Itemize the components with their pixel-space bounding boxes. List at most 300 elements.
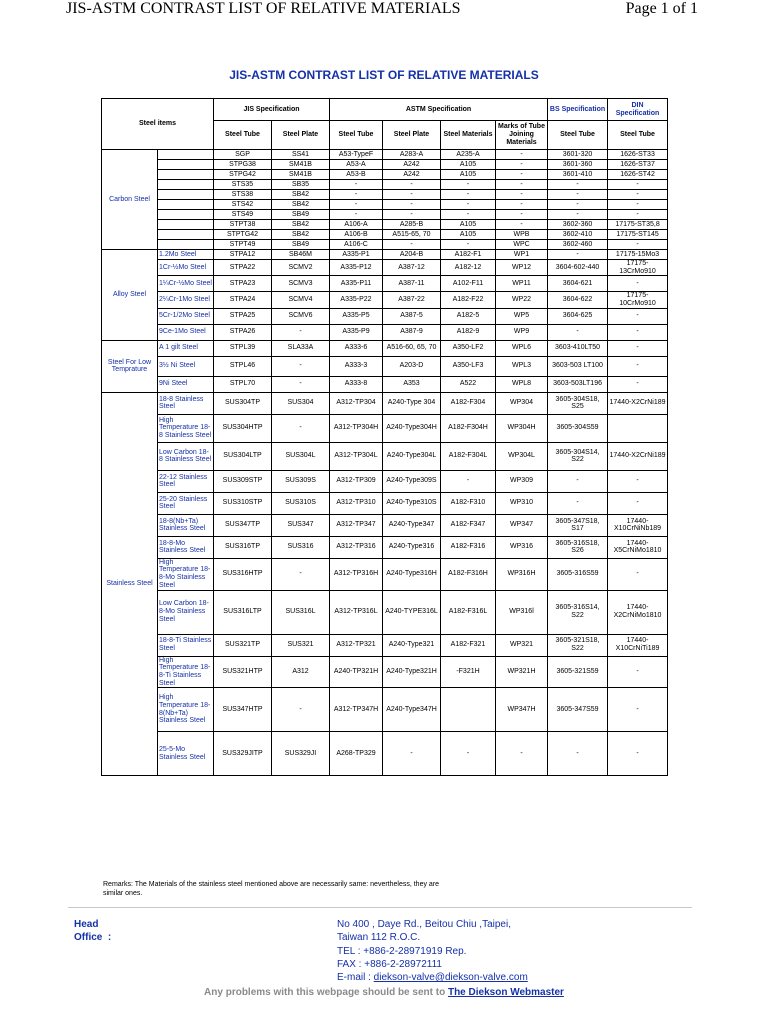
table-cell: 17175-ST145: [608, 230, 668, 240]
table-cell: A106-B: [330, 230, 383, 240]
table-cell: 3601-410: [548, 170, 608, 180]
table-cell: 3603-503 LT100: [548, 356, 608, 376]
table-cell: 3604-602-440: [548, 260, 608, 276]
table-cell: -: [608, 210, 668, 220]
table-cell: SB46M: [272, 250, 330, 260]
table-cell: 3601-320: [548, 150, 608, 160]
table-cell: 3602-410: [548, 230, 608, 240]
table-cell: A333-8: [330, 376, 383, 392]
table-row: [102, 292, 668, 308]
table-cell: -: [608, 492, 668, 514]
table-row: [102, 170, 668, 180]
page-header-title: JIS-ASTM CONTRAST LIST OF RELATIVE MATERIALS: [66, 0, 461, 17]
table-cell: -: [608, 190, 668, 200]
table-cell: SM41B: [272, 160, 330, 170]
table-row: [102, 634, 668, 656]
footer-note: [0, 987, 768, 998]
table-cell: SUS316TP: [214, 536, 272, 558]
group-label: Steel For Low Temprature: [102, 340, 158, 392]
table-cell: A335-P9: [330, 324, 383, 340]
table-cell: -: [608, 356, 668, 376]
table-cell: A105: [441, 170, 496, 180]
table-row: [102, 442, 668, 470]
table-cell: SCMV4: [272, 292, 330, 308]
table-cell: A242: [383, 160, 441, 170]
table-cell: WPB: [496, 230, 548, 240]
table-row: [102, 240, 668, 250]
table-cell: -: [548, 492, 608, 514]
table-cell: -: [272, 376, 330, 392]
table-cell: SUS347: [272, 514, 330, 536]
webmaster-link[interactable]: The Diekson Webmaster: [447, 987, 564, 998]
table-cell: -: [548, 470, 608, 492]
subtype-label: 1¼Cr-½Mo Steel: [158, 276, 214, 292]
table-cell: STPA24: [214, 292, 272, 308]
table-cell: -: [548, 324, 608, 340]
table-row: [102, 190, 668, 200]
materials-table: [101, 98, 668, 776]
table-cell: WP309: [496, 470, 548, 492]
table-cell: -: [548, 180, 608, 190]
table-cell: A387-5: [383, 308, 441, 324]
table-cell: A235-A: [441, 150, 496, 160]
table-cell: A312: [272, 656, 330, 688]
table-cell: -: [608, 308, 668, 324]
subtype-label: 25-5-Mo Stainless Steel: [158, 732, 214, 776]
table-cell: -: [441, 180, 496, 190]
table-row: [102, 210, 668, 220]
table-cell: A240-Type321H: [383, 656, 441, 688]
table-cell: 3605-321S18, S22: [548, 634, 608, 656]
table-cell: SCMV6: [272, 308, 330, 324]
subtype-label: 22-12 Stainless Steel: [158, 470, 214, 492]
table-cell: A268-TP329: [330, 732, 383, 776]
col-header: Steel Tube: [608, 121, 668, 150]
table-cell: SM41B: [272, 170, 330, 180]
address-line: Taiwan 112 R.O.C.: [337, 932, 421, 944]
table-cell: SUS304HTP: [214, 414, 272, 442]
table-cell: WP321H: [496, 656, 548, 688]
table-row: [102, 732, 668, 776]
divider: [68, 907, 692, 908]
table-cell: STPL39: [214, 340, 272, 356]
table-cell: WP9: [496, 324, 548, 340]
table-cell: A333-6: [330, 340, 383, 356]
subtype-label: 3½ Ni Steel: [158, 356, 214, 376]
subtype-label: [158, 220, 214, 230]
group-label: Carbon Steel: [102, 150, 158, 250]
email-label: E-mail :: [337, 972, 374, 984]
table-cell: 3605-316S18, S26: [548, 536, 608, 558]
table-cell: 17440-X10CrNiNb189: [608, 514, 668, 536]
table-cell: -: [441, 210, 496, 220]
table-cell: SUS321HTP: [214, 656, 272, 688]
jis-spec-header: JIS Specification: [214, 99, 330, 121]
table-cell: WP310: [496, 492, 548, 514]
din-spec-header: DIN Specification: [608, 99, 668, 121]
table-row: [102, 230, 668, 240]
table-cell: A182-F304: [441, 392, 496, 414]
table-row: [102, 308, 668, 324]
table-cell: STPL70: [214, 376, 272, 392]
table-cell: SUS316HTP: [214, 558, 272, 590]
table-row: [102, 656, 668, 688]
table-cell: -: [608, 656, 668, 688]
table-cell: -: [383, 180, 441, 190]
table-cell: WP1: [496, 250, 548, 260]
table-cell: 3604-625: [548, 308, 608, 324]
table-cell: A350-LF3: [441, 356, 496, 376]
table-cell: STPG38: [214, 160, 272, 170]
email-link[interactable]: diekson-valve@diekson-valve.com: [373, 972, 528, 984]
table-row: [102, 536, 668, 558]
table-cell: SCMV2: [272, 260, 330, 276]
table-cell: -: [272, 356, 330, 376]
table-cell: SUS316LTP: [214, 590, 272, 634]
table-cell: A335-P22: [330, 292, 383, 308]
table-row: [102, 220, 668, 230]
table-cell: A312-TP347: [330, 514, 383, 536]
table-cell: SUS329JITP: [214, 732, 272, 776]
table-cell: A283-A: [383, 150, 441, 160]
table-cell: SUS310S: [272, 492, 330, 514]
col-header: Steel Plate: [383, 121, 441, 150]
table-row: [102, 392, 668, 414]
table-row: [102, 200, 668, 210]
table-cell: A106-A: [330, 220, 383, 230]
table-cell: WP316H: [496, 558, 548, 590]
table-cell: 3605-321S59: [548, 656, 608, 688]
table-row: [102, 324, 668, 340]
page-number: Page 1 of 1: [625, 0, 698, 17]
table-cell: A182-F347: [441, 514, 496, 536]
table-cell: STS49: [214, 210, 272, 220]
table-cell: STPA12: [214, 250, 272, 260]
table-row: [102, 150, 668, 160]
subtype-label: 18-8(Nb+Ta) Stainless Steel: [158, 514, 214, 536]
table-cell: A312-TP304L: [330, 442, 383, 470]
subtype-label: A 1 gilt Steel: [158, 340, 214, 356]
fax-line: FAX : +886-2-28972111: [337, 958, 442, 970]
table-cell: -: [441, 240, 496, 250]
subtype-label: 1Cr-½Mo Steel: [158, 260, 214, 276]
table-cell: 3604-622: [548, 292, 608, 308]
table-cell: A182-F1: [441, 250, 496, 260]
table-cell: A242: [383, 170, 441, 180]
subtype-label: [158, 150, 214, 160]
table-cell: A105: [441, 230, 496, 240]
astm-spec-header: ASTM Specification: [330, 99, 548, 121]
table-cell: STPA26: [214, 324, 272, 340]
col-header: Steel Tube: [214, 121, 272, 150]
head-office-label: Head Office :: [74, 919, 112, 943]
footer-text: Any problems with this webpage should be sent to: [204, 987, 448, 998]
table-cell: A240-Type316H: [383, 558, 441, 590]
table-cell: SUS304TP: [214, 392, 272, 414]
table-cell: -: [330, 210, 383, 220]
table-cell: [441, 688, 496, 732]
table-cell: -: [330, 200, 383, 210]
table-cell: -: [330, 180, 383, 190]
table-cell: A312-TP309: [330, 470, 383, 492]
col-header: Steel Plate: [272, 121, 330, 150]
table-cell: SB42: [272, 220, 330, 230]
table-row: [102, 250, 668, 260]
table-cell: 17175-ST35,8: [608, 220, 668, 230]
table-cell: -: [272, 414, 330, 442]
table-cell: -: [608, 376, 668, 392]
group-label: Alloy Steel: [102, 250, 158, 341]
table-cell: A312-TP304H: [330, 414, 383, 442]
table-cell: WP316: [496, 536, 548, 558]
table-row: [102, 356, 668, 376]
table-cell: A522: [441, 376, 496, 392]
table-cell: -: [496, 190, 548, 200]
table-cell: A182-F321: [441, 634, 496, 656]
table-cell: SUS347HTP: [214, 688, 272, 732]
table-cell: SUS321: [272, 634, 330, 656]
table-cell: A105: [441, 160, 496, 170]
table-row: [102, 376, 668, 392]
table-cell: -: [383, 210, 441, 220]
table-cell: A312-TP316H: [330, 558, 383, 590]
subtype-label: 2¼Cr-1Mo Steel: [158, 292, 214, 308]
table-cell: 1626-ST42: [608, 170, 668, 180]
table-cell: -: [441, 470, 496, 492]
table-cell: WP11: [496, 276, 548, 292]
table-cell: -: [272, 324, 330, 340]
table-cell: -: [272, 688, 330, 732]
table-cell: -: [441, 200, 496, 210]
table-cell: A515-65, 70: [383, 230, 441, 240]
table-cell: STS35: [214, 180, 272, 190]
table-cell: -: [608, 200, 668, 210]
table-cell: A102-F11: [441, 276, 496, 292]
table-cell: A387-12: [383, 260, 441, 276]
table-row: [102, 558, 668, 590]
table-row: [102, 470, 668, 492]
col-header: Steel Tube: [330, 121, 383, 150]
table-cell: A516-60, 65, 70: [383, 340, 441, 356]
table-cell: A182-F310: [441, 492, 496, 514]
table-cell: A240-Type304H: [383, 414, 441, 442]
table-cell: -: [441, 732, 496, 776]
table-cell: WP5: [496, 308, 548, 324]
table-cell: A387-22: [383, 292, 441, 308]
table-cell: WP321: [496, 634, 548, 656]
table-cell: 17175-15Mo3: [608, 250, 668, 260]
table-cell: A240-Type347: [383, 514, 441, 536]
table-cell: A204-B: [383, 250, 441, 260]
table-cell: SCMV3: [272, 276, 330, 292]
table-cell: A240-Type 304: [383, 392, 441, 414]
table-cell: SB49: [272, 240, 330, 250]
table-cell: -: [548, 200, 608, 210]
table-cell: STPA23: [214, 276, 272, 292]
table-cell: -: [608, 688, 668, 732]
table-cell: STPT49: [214, 240, 272, 250]
subtype-label: [158, 210, 214, 220]
table-cell: 3605-304S59: [548, 414, 608, 442]
table-cell: -: [608, 340, 668, 356]
table-cell: A240-Type316: [383, 536, 441, 558]
table-cell: WPL3: [496, 356, 548, 376]
table-row: [102, 340, 668, 356]
table-cell: A203-D: [383, 356, 441, 376]
subtype-label: 18-8-Ti Stainless Steel: [158, 634, 214, 656]
subtype-label: 18-8-Mo Stainless Steel: [158, 536, 214, 558]
table-cell: A182-F304L: [441, 442, 496, 470]
table-row: [102, 514, 668, 536]
table-cell: 3603-410LT50: [548, 340, 608, 356]
table-cell: A312-TP321: [330, 634, 383, 656]
group-label: Stainless Steel: [102, 392, 158, 776]
subtype-label: 5Cr-1/2Mo Steel: [158, 308, 214, 324]
table-cell: 3605-347S18, S17: [548, 514, 608, 536]
table-cell: -: [496, 210, 548, 220]
table-cell: STPT38: [214, 220, 272, 230]
subtype-label: High Temperature 18-8-Ti Stainless Steel: [158, 656, 214, 688]
table-cell: SUS316: [272, 536, 330, 558]
table-cell: SB35: [272, 180, 330, 190]
table-cell: -: [608, 276, 668, 292]
table-cell: A182-5: [441, 308, 496, 324]
table-cell: -: [496, 170, 548, 180]
subtype-label: [158, 200, 214, 210]
subtype-label: Low Carbon 18-8-Mo Stainless Steel: [158, 590, 214, 634]
table-cell: -: [608, 240, 668, 250]
subtype-label: Low Carbon 18-8 Stainless Steel: [158, 442, 214, 470]
subtype-label: 25-20 Stainless Steel: [158, 492, 214, 514]
phone-line: TEL : +886-2-28971919 Rep.: [337, 945, 467, 957]
col-header: Steel Tube: [548, 121, 608, 150]
table-cell: A240-Type304L: [383, 442, 441, 470]
office-address: [337, 918, 528, 984]
table-cell: WPL6: [496, 340, 548, 356]
subtype-label: High Temperature 18-8-Mo Stainless Steel: [158, 558, 214, 590]
subtype-label: High Temperature 18-8 Stainless Steel: [158, 414, 214, 442]
table-cell: -: [383, 190, 441, 200]
table-cell: 3602-460: [548, 240, 608, 250]
table-cell: -: [383, 732, 441, 776]
table-cell: A335-P11: [330, 276, 383, 292]
table-cell: WP316l: [496, 590, 548, 634]
table-cell: 3605-316S59: [548, 558, 608, 590]
subtype-label: 1.2Mo Steel: [158, 250, 214, 260]
table-cell: WP304: [496, 392, 548, 414]
table-cell: 3602-360: [548, 220, 608, 230]
table-cell: A53-A: [330, 160, 383, 170]
table-cell: A285-B: [383, 220, 441, 230]
table-cell: A312-TP316L: [330, 590, 383, 634]
table-cell: SUS316L: [272, 590, 330, 634]
subtype-label: High Temperature 18-8(Nb+Ta) Stainless Steel: [158, 688, 214, 732]
email-line: [337, 971, 528, 984]
table-cell: STPL46: [214, 356, 272, 376]
table-cell: SUS310STP: [214, 492, 272, 514]
table-cell: -: [548, 210, 608, 220]
table-cell: WP22: [496, 292, 548, 308]
table-row: [102, 590, 668, 634]
table-cell: A335-P5: [330, 308, 383, 324]
table-cell: A350-LF2: [441, 340, 496, 356]
table-cell: SB42: [272, 190, 330, 200]
table-row: [102, 180, 668, 190]
table-cell: -: [383, 200, 441, 210]
table-cell: A240-Type321: [383, 634, 441, 656]
table-cell: WP304L: [496, 442, 548, 470]
table-cell: SUS309S: [272, 470, 330, 492]
col-header: Steel Materials: [441, 121, 496, 150]
table-cell: -: [441, 190, 496, 200]
table-cell: -: [383, 240, 441, 250]
table-cell: 3603-503LT196: [548, 376, 608, 392]
table-cell: 17440-X2CrNiMo1810: [608, 590, 668, 634]
table-cell: -: [548, 190, 608, 200]
table-cell: SS41: [272, 150, 330, 160]
table-cell: 3601-360: [548, 160, 608, 170]
table-cell: A335-P1: [330, 250, 383, 260]
table-cell: SUS309STP: [214, 470, 272, 492]
table-cell: SUS304LTP: [214, 442, 272, 470]
table-cell: A240-Type347H: [383, 688, 441, 732]
table-cell: -: [330, 190, 383, 200]
table-cell: -: [608, 180, 668, 190]
table-cell: SB42: [272, 230, 330, 240]
bs-spec-header: BS Specification: [548, 99, 608, 121]
subtype-label: [158, 160, 214, 170]
table-cell: WPC: [496, 240, 548, 250]
table-cell: WP12: [496, 260, 548, 276]
table-cell: A105: [441, 220, 496, 230]
table-cell: -: [548, 250, 608, 260]
table-cell: WPL8: [496, 376, 548, 392]
table-cell: SUS304L: [272, 442, 330, 470]
table-cell: 3605-316S14, S22: [548, 590, 608, 634]
table-cell: -: [496, 732, 548, 776]
table-row: [102, 276, 668, 292]
table-cell: WP347H: [496, 688, 548, 732]
table-cell: -: [272, 558, 330, 590]
table-cell: A240-Type310S: [383, 492, 441, 514]
table-cell: A387-9: [383, 324, 441, 340]
steel-items-header: Steel items: [102, 99, 214, 150]
table-cell: 17175-13CrMo910: [608, 260, 668, 276]
table-cell: WP347: [496, 514, 548, 536]
table-cell: -: [608, 470, 668, 492]
table-row: [102, 688, 668, 732]
table-cell: SUS304: [272, 392, 330, 414]
table-cell: -: [548, 732, 608, 776]
table-cell: A240-Type309S: [383, 470, 441, 492]
table-cell: 1626-ST37: [608, 160, 668, 170]
subtype-label: [158, 180, 214, 190]
table-cell: SUS321TP: [214, 634, 272, 656]
table-cell: 17175-10CrMo910: [608, 292, 668, 308]
table-cell: 3604-621: [548, 276, 608, 292]
table-cell: -: [496, 160, 548, 170]
table-cell: -: [608, 324, 668, 340]
table-cell: 3605-304S18, S25: [548, 392, 608, 414]
table-cell: 3605-347S59: [548, 688, 608, 732]
address-line: No 400 , Daye Rd., Beitou Chiu ,Taipei,: [337, 919, 511, 930]
table-cell: -: [496, 200, 548, 210]
table-cell: SUS329JI: [272, 732, 330, 776]
subtype-label: [158, 230, 214, 240]
table-cell: 17440-X2CrNi189: [608, 442, 668, 470]
table-cell: SLA33A: [272, 340, 330, 356]
table-cell: STS42: [214, 200, 272, 210]
